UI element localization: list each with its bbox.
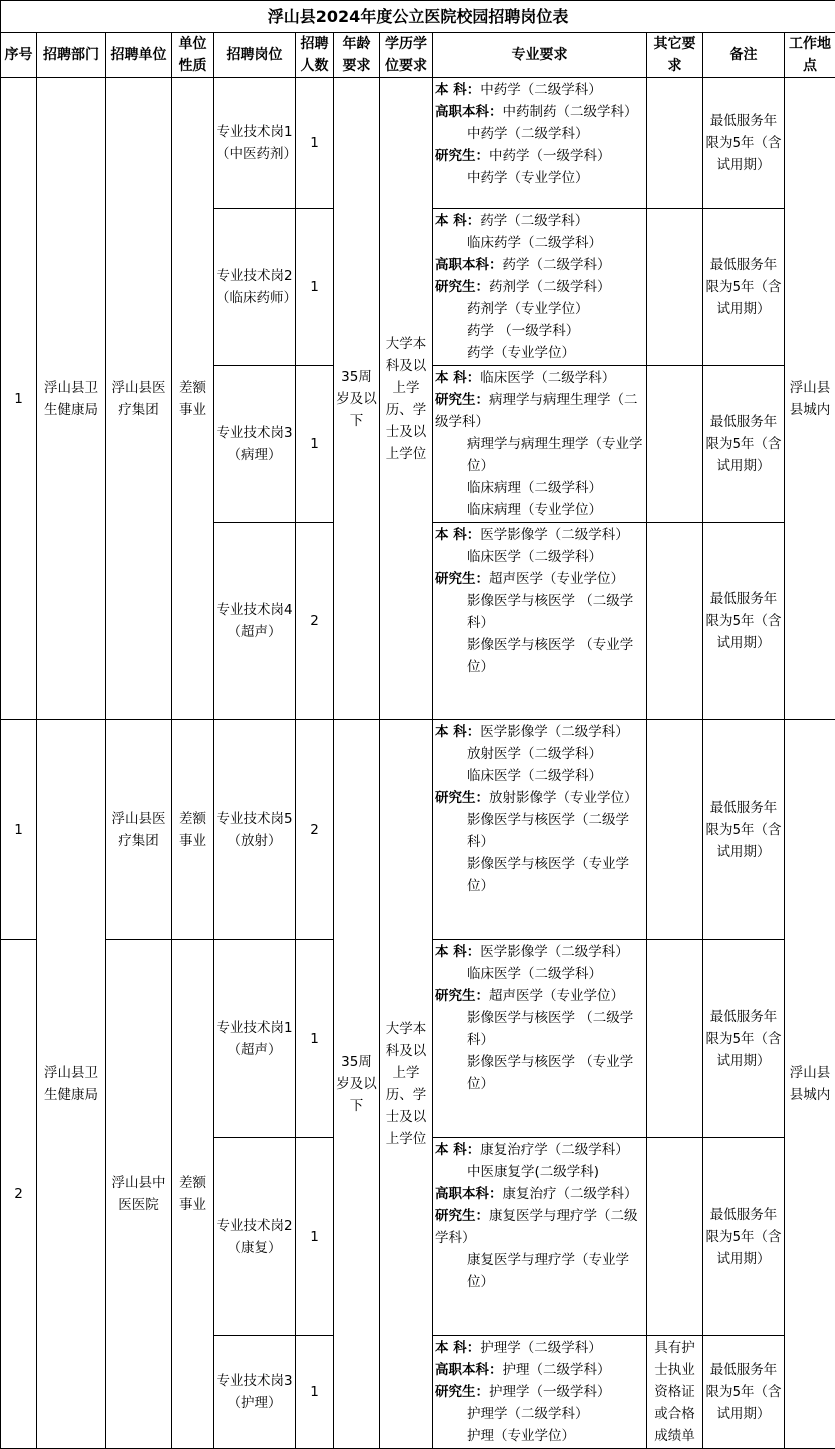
header-count: 招聘人数 <box>296 33 334 78</box>
cell-seq: 2 <box>1 940 37 1449</box>
major-text: 放射医学（二级学科） <box>467 746 602 762</box>
cell-nature: 差额事业 <box>172 78 214 720</box>
major-text: 康复治疗学（二级学科） <box>480 1142 629 1158</box>
major-line <box>435 1403 644 1425</box>
header-post: 招聘岗位 <box>214 33 296 78</box>
major-text: 药学（二级学科） <box>503 257 611 273</box>
major-line <box>435 1337 644 1359</box>
degree-label: 本 科： <box>435 1340 480 1356</box>
degree-label: 研究生： <box>435 279 489 295</box>
major-text: 超声医学（专业学位） <box>489 571 624 587</box>
cell-seq: 1 <box>1 720 37 940</box>
cell-edu: 大学本科及以上学历、学士及以上学位 <box>380 78 433 720</box>
major-text: 影像医学与核医学 （二级学科） <box>467 593 633 631</box>
major-line <box>435 254 644 276</box>
major-text: 药剂学（专业学位） <box>467 301 589 317</box>
cell-unit: 浮山县医疗集团 <box>106 720 172 940</box>
cell-count: 2 <box>296 523 334 720</box>
degree-label: 本 科： <box>435 213 480 229</box>
major-line <box>435 1205 644 1249</box>
cell-other: 具有护士执业资格证或合格成绩单 <box>647 1336 703 1449</box>
major-line <box>435 1139 644 1161</box>
header-location: 工作地点 <box>785 33 835 78</box>
major-line <box>435 145 644 167</box>
major-line <box>435 743 644 765</box>
major-text: 病理学与病理生理学（专业学位） <box>467 436 643 474</box>
major-text: 护理（二级学科） <box>503 1362 611 1378</box>
cell-major <box>433 940 647 1138</box>
degree-label: 高职本科： <box>435 1362 503 1378</box>
cell-count: 1 <box>296 209 334 366</box>
degree-label: 本 科： <box>435 527 480 543</box>
major-line <box>435 123 644 145</box>
degree-label: 本 科： <box>435 82 480 98</box>
major-line <box>435 721 644 743</box>
cell-seq: 1 <box>1 78 37 720</box>
degree-label: 研究生： <box>435 571 489 587</box>
major-text: 影像医学与核医学 （专业学位） <box>467 637 633 675</box>
cell-other <box>647 720 703 940</box>
major-text: 放射影像学（专业学位） <box>489 790 638 806</box>
major-line <box>435 787 644 809</box>
major-text: 护理学（一级学科） <box>489 1384 611 1400</box>
major-text: 药学（专业学位） <box>467 345 575 361</box>
major-line <box>435 320 644 342</box>
major-line <box>435 546 644 568</box>
table-title: 浮山县2024年度公立医院校园招聘岗位表 <box>1 1 835 33</box>
cell-major <box>433 78 647 209</box>
major-text: 临床医学（二级学科） <box>480 370 615 386</box>
major-text: 康复医学与理疗学（二级学科） <box>435 1208 638 1246</box>
major-line <box>435 101 644 123</box>
major-text: 影像医学与核医学 （专业学位） <box>467 1054 633 1092</box>
cell-other <box>647 366 703 523</box>
cell-post: 专业技术岗2（康复） <box>214 1138 296 1336</box>
degree-label: 研究生： <box>435 1208 489 1224</box>
degree-label: 本 科： <box>435 724 480 740</box>
cell-major <box>433 523 647 720</box>
cell-note: 最低服务年限为5年（含试用期） <box>703 940 785 1138</box>
major-text: 医学影像学（二级学科） <box>480 527 629 543</box>
major-line <box>435 1007 644 1051</box>
major-text: 临床病理（二级学科） <box>467 480 602 496</box>
cell-dept: 浮山县卫生健康局 <box>37 78 106 720</box>
major-line <box>435 568 644 590</box>
major-line <box>435 342 644 364</box>
major-text: 中药学（二级学科） <box>467 126 589 142</box>
major-text: 影像医学与核医学（二级学科） <box>467 812 629 850</box>
cell-note: 最低服务年限为5年（含试用期） <box>703 523 785 720</box>
major-text: 影像医学与核医学 （二级学科） <box>467 1010 633 1048</box>
major-text: 护理（专业学位） <box>467 1428 575 1444</box>
major-text: 临床病理（专业学位） <box>467 502 602 518</box>
major-line <box>435 853 644 897</box>
cell-other <box>647 209 703 366</box>
cell-count: 2 <box>296 720 334 940</box>
cell-other <box>647 78 703 209</box>
major-line <box>435 1249 644 1293</box>
major-line <box>435 634 644 678</box>
degree-label: 研究生： <box>435 988 489 1004</box>
cell-note: 最低服务年限为5年（含试用期） <box>703 209 785 366</box>
major-line <box>435 1183 644 1205</box>
cell-note: 最低服务年限为5年（含试用期） <box>703 1336 785 1449</box>
header-major: 专业要求 <box>433 33 647 78</box>
degree-label: 研究生： <box>435 1384 489 1400</box>
degree-label: 研究生： <box>435 392 489 408</box>
major-line <box>435 590 644 634</box>
cell-unit: 浮山县医疗集团 <box>106 78 172 720</box>
major-text: 中药制药（二级学科） <box>503 104 638 120</box>
header-age: 年龄要求 <box>334 33 380 78</box>
cell-post: 专业技术岗1（中医药剂） <box>214 78 296 209</box>
major-line <box>435 1161 644 1183</box>
major-text: 临床医学（二级学科） <box>467 966 602 982</box>
cell-nature: 差额事业 <box>172 720 214 940</box>
major-text: 影像医学与核医学（专业学位） <box>467 856 629 894</box>
major-line <box>435 477 644 499</box>
major-line <box>435 79 644 101</box>
cell-post: 专业技术岗1（超声） <box>214 940 296 1138</box>
major-text: 中药学（专业学位） <box>467 170 589 186</box>
degree-label: 高职本科： <box>435 257 503 273</box>
major-text: 临床医学（二级学科） <box>467 768 602 784</box>
cell-post: 专业技术岗4（超声） <box>214 523 296 720</box>
header-seq: 序号 <box>1 33 37 78</box>
degree-label: 高职本科： <box>435 104 503 120</box>
degree-label: 本 科： <box>435 944 480 960</box>
cell-post: 专业技术岗3（护理） <box>214 1336 296 1449</box>
major-text: 中药学（一级学科） <box>489 148 611 164</box>
header-dept: 招聘部门 <box>37 33 106 78</box>
header-note: 备注 <box>703 33 785 78</box>
major-text: 超声医学（专业学位） <box>489 988 624 1004</box>
cell-note: 最低服务年限为5年（含试用期） <box>703 1138 785 1336</box>
header-unit: 招聘单位 <box>106 33 172 78</box>
degree-label: 本 科： <box>435 1142 480 1158</box>
cell-dept: 浮山县卫生健康局 <box>37 720 106 1449</box>
major-text: 病理学与病理生理学（二级学科） <box>435 392 638 430</box>
major-line <box>435 499 644 521</box>
major-text: 中医康复学(二级学科) <box>467 1164 599 1180</box>
cell-other <box>647 1138 703 1336</box>
cell-post: 专业技术岗5（放射） <box>214 720 296 940</box>
major-text: 临床药学（二级学科） <box>467 235 602 251</box>
major-text: 护理学（二级学科） <box>480 1340 602 1356</box>
major-line <box>435 809 644 853</box>
degree-label: 研究生： <box>435 148 489 164</box>
cell-major <box>433 366 647 523</box>
cell-major <box>433 209 647 366</box>
major-text: 医学影像学（二级学科） <box>480 724 629 740</box>
cell-edu: 大学本科及以上学历、学士及以上学位 <box>380 720 433 1449</box>
major-line <box>435 433 644 477</box>
major-text: 药剂学（二级学科） <box>489 279 611 295</box>
cell-count: 1 <box>296 940 334 1138</box>
degree-label: 高职本科： <box>435 1186 503 1202</box>
cell-location: 浮山县县城内 <box>785 78 835 720</box>
major-line <box>435 367 644 389</box>
cell-other <box>647 523 703 720</box>
major-text: 康复治疗（二级学科） <box>503 1186 638 1202</box>
major-line <box>435 232 644 254</box>
cell-note: 最低服务年限为5年（含试用期） <box>703 366 785 523</box>
major-text: 医学影像学（二级学科） <box>480 944 629 960</box>
major-line <box>435 1359 644 1381</box>
cell-count: 1 <box>296 78 334 209</box>
cell-post: 专业技术岗3（病理） <box>214 366 296 523</box>
degree-label: 研究生： <box>435 790 489 806</box>
cell-age: 35周岁及以下 <box>334 720 380 1449</box>
major-text: 中药学（二级学科） <box>480 82 602 98</box>
cell-note: 最低服务年限为5年（含试用期） <box>703 78 785 209</box>
major-text: 康复医学与理疗学（专业学位） <box>467 1252 629 1290</box>
header-edu: 学历学位要求 <box>380 33 433 78</box>
header-nature: 单位性质 <box>172 33 214 78</box>
table-row <box>1 720 835 940</box>
cell-age: 35周岁及以下 <box>334 78 380 720</box>
major-line <box>435 941 644 963</box>
major-line <box>435 985 644 1007</box>
major-text: 药学（二级学科） <box>480 213 588 229</box>
cell-note: 最低服务年限为5年（含试用期） <box>703 720 785 940</box>
major-line <box>435 1381 644 1403</box>
cell-major <box>433 1336 647 1449</box>
major-line <box>435 389 644 433</box>
major-line <box>435 167 644 189</box>
cell-post: 专业技术岗2（临床药师） <box>214 209 296 366</box>
table-row <box>1 78 835 209</box>
cell-nature: 差额事业 <box>172 940 214 1449</box>
header-other: 其它要求 <box>647 33 703 78</box>
cell-other <box>647 940 703 1138</box>
major-text: 药学 （一级学科） <box>467 323 579 339</box>
major-line <box>435 1425 644 1447</box>
major-line <box>435 524 644 546</box>
major-line <box>435 765 644 787</box>
degree-label: 本 科： <box>435 370 480 386</box>
cell-count: 1 <box>296 366 334 523</box>
major-line <box>435 1051 644 1095</box>
major-line <box>435 298 644 320</box>
cell-location: 浮山县县城内 <box>785 720 835 1449</box>
major-text: 护理学（二级学科） <box>467 1406 589 1422</box>
major-line <box>435 276 644 298</box>
cell-count: 1 <box>296 1336 334 1449</box>
cell-count: 1 <box>296 1138 334 1336</box>
cell-major <box>433 720 647 940</box>
major-line <box>435 210 644 232</box>
major-line <box>435 963 644 985</box>
major-text: 临床医学（二级学科） <box>467 549 602 565</box>
cell-major <box>433 1138 647 1336</box>
cell-unit: 浮山县中医医院 <box>106 940 172 1449</box>
